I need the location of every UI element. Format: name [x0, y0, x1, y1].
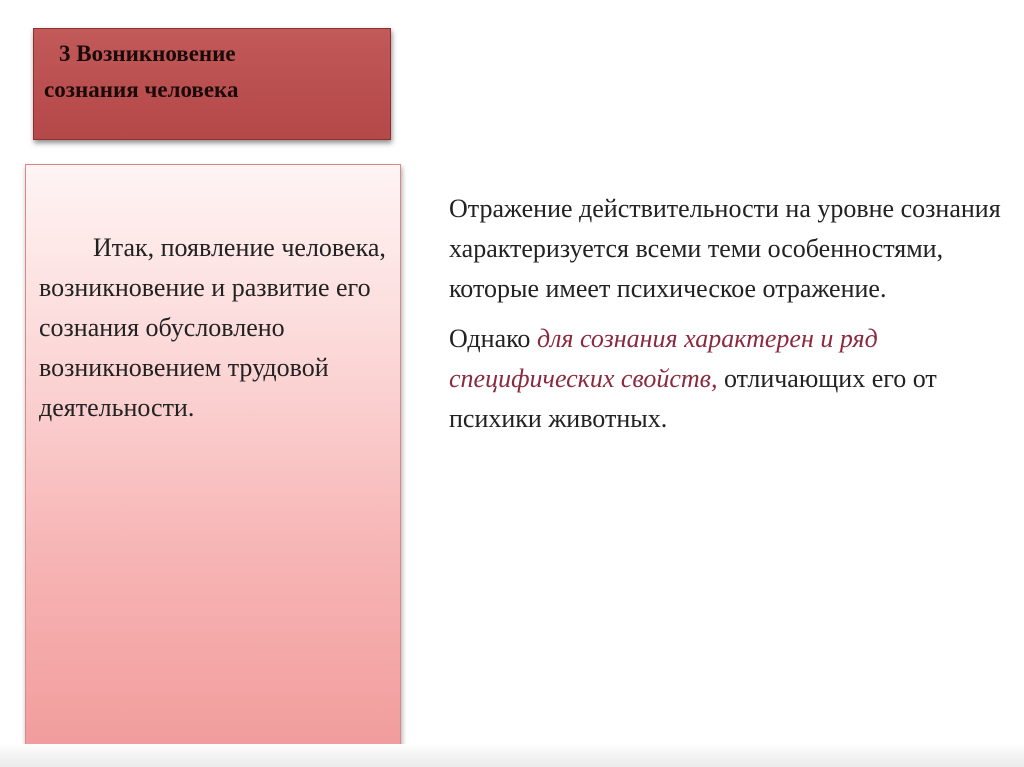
right-text-block — [449, 189, 1009, 439]
right-paragraph-2-emphasis: для сознания характерен и ряд специфических свойств, — [449, 324, 878, 393]
left-box-text: Итак, появление человека, возникновение и развитие его сознания обусловлено возникновением трудовой деятельности. — [39, 233, 386, 422]
right-paragraph-2-start: Однако — [449, 324, 537, 353]
slide-title-box — [33, 28, 391, 140]
right-paragraph-2-end: отличающих его от психики животных. — [449, 364, 937, 433]
slide-bottom-shadow — [0, 744, 1024, 767]
slide-title-line-1: 3 Возникновение — [59, 41, 236, 66]
right-paragraph-2 — [449, 319, 1009, 439]
left-text-box — [25, 164, 401, 748]
slide-title-line-2: сознания человека — [44, 77, 239, 102]
right-paragraph-1: Отражение действительности на уровне сознания характеризуется всеми теми особенностями, которые имеет психическое отражение. — [449, 194, 1001, 303]
